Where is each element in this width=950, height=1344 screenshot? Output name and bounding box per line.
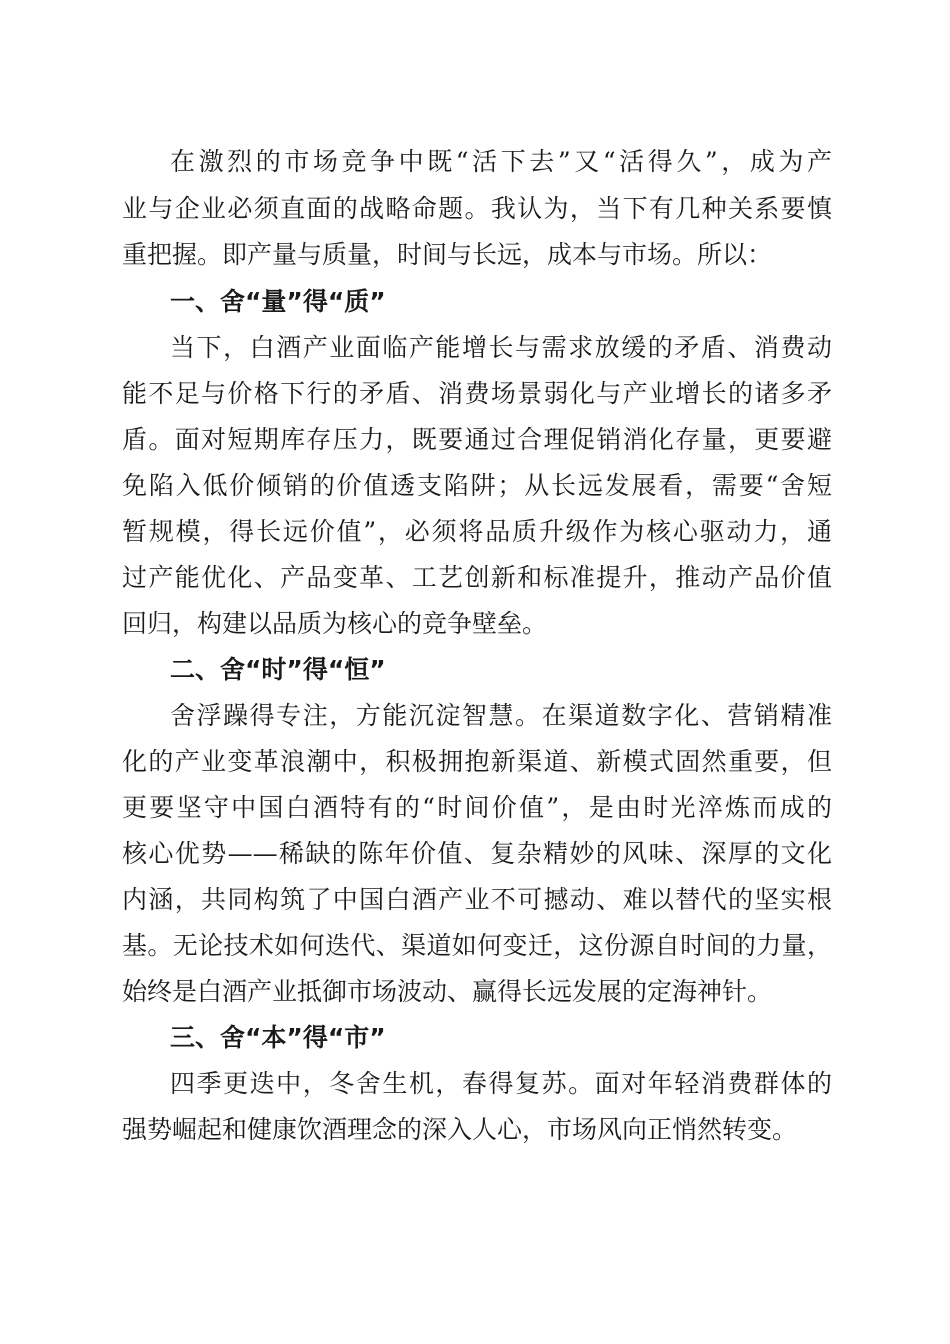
intro-line-1: 在激烈的市场竞争中既“活下去”又“活得久”，成为产 — [170, 147, 832, 176]
intro-line-2: 业与企业必须直面的战略命题。我认为，当下有几种关系要慎 — [122, 194, 832, 223]
section-1-line-7: 回归，构建以品质为核心的竞争壁垒。 — [122, 609, 548, 638]
section-2-line-3: 更要坚守中国白酒特有的“时间价值”，是由时光淬炼而成的 — [122, 793, 832, 822]
section-heading-3: 三、舍“本”得“市” — [170, 1023, 386, 1052]
section-3-line-1: 四季更迭中，冬舍生机，春得复苏。面对年轻消费群体的 — [170, 1069, 832, 1098]
section-2-line-2: 化的产业变革浪潮中，积极拥抱新渠道、新模式固然重要，但 — [122, 747, 832, 776]
section-3-line-2: 强势崛起和健康饮酒理念的深入人心，市场风向正悄然转变。 — [122, 1115, 798, 1144]
section-1-line-2: 能不足与价格下行的矛盾、消费场景弱化与产业增长的诸多矛 — [122, 379, 832, 408]
intro-line-3: 重把握。即产量与质量，时间与长远，成本与市场。所以： — [122, 240, 773, 269]
section-2-line-4: 核心优势——稀缺的陈年价值、复杂精妙的风味、深厚的文化 — [122, 839, 832, 868]
section-heading-1: 一、舍“量”得“质” — [170, 287, 386, 316]
section-1-line-3: 盾。面对短期库存压力，既要通过合理促销消化存量，更要避 — [122, 425, 832, 454]
section-2-line-5: 内涵，共同构筑了中国白酒产业不可撼动、难以替代的坚实根 — [122, 885, 832, 914]
section-1-line-5: 暂规模，得长远价值”，必须将品质升级作为核心驱动力，通 — [122, 517, 832, 546]
section-2-line-7: 始终是白酒产业抵御市场波动、赢得长远发展的定海神针。 — [122, 977, 773, 1006]
section-1-line-6: 过产能优化、产品变革、工艺创新和标准提升，推动产品价值 — [122, 563, 832, 592]
section-heading-2: 二、舍“时”得“恒” — [170, 655, 386, 684]
section-1-line-4: 免陷入低价倾销的价值透支陷阱；从长远发展看，需要“舍短 — [122, 471, 832, 500]
section-2-line-1: 舍浮躁得专注，方能沉淀智慧。在渠道数字化、营销精准 — [170, 701, 832, 730]
section-1-line-1: 当下，白酒产业面临产能增长与需求放缓的矛盾、消费动 — [170, 333, 832, 362]
section-2-line-6: 基。无论技术如何迭代、渠道如何变迁，这份源自时间的力量， — [122, 931, 832, 960]
